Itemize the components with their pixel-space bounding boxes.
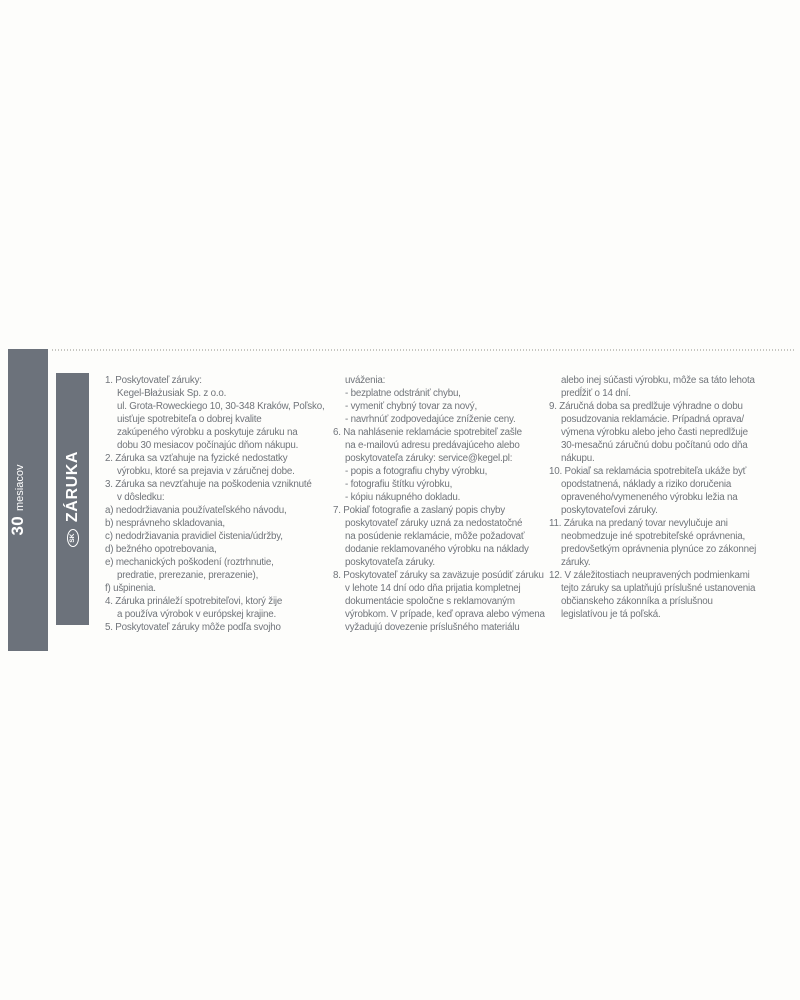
text-line: opraveného/vymeneného výrobku ležia na	[561, 492, 738, 503]
duration-unit: mesiacov	[14, 464, 26, 511]
text-line: 9. Záručná doba sa predlžuje výhradne o dobu	[549, 401, 743, 412]
text-line: poskytovateľa záruky: service@kegel.pl:	[345, 453, 513, 464]
text-line: 6. Na nahlásenie reklamácie spotrebiteľ zašle	[333, 427, 522, 438]
text-line: 30-mesačnú záručnú dobu počítanú odo dňa	[561, 440, 748, 451]
duration-bar	[8, 349, 48, 651]
warranty-column-3	[549, 374, 791, 621]
text-line: 11. Záruka na predaný tovar nevylučuje ani	[549, 518, 728, 529]
text-line: neobmedzuje iné spotrebiteľské oprávnenia,	[561, 531, 745, 542]
text-line: výrobkom. V prípade, keď oprava alebo výmena	[345, 609, 545, 620]
text-line: 4. Záruka prináleží spotrebiteľovi, ktorý žije	[105, 596, 283, 607]
warranty-column-1	[105, 374, 347, 634]
text-line: dobu 30 mesiacov počínajúc dňom nákupu.	[117, 440, 299, 451]
text-line: c) nedodržiavania pravidiel čistenia/údržby,	[105, 531, 283, 542]
text-line: - navrhnúť zodpovedajúce zníženie ceny.	[345, 414, 516, 425]
duration-bar-label	[8, 349, 48, 651]
text-line: uisťuje spotrebiteľa o dobrej kvalite	[117, 414, 262, 425]
text-line: predovšetkým oprávnenia plynúce zo zákonnej	[561, 544, 757, 555]
text-line: Kegel-Błażusiak Sp. z o.o.	[117, 388, 227, 399]
text-line: tejto záruky sa uplatňujú príslušné ustanovenia	[561, 583, 756, 594]
text-line: e) mechanických poškodení (roztrhnutie,	[105, 557, 274, 568]
text-line: nákupu.	[561, 453, 595, 464]
text-line: predratie, prerezanie, prerazenie),	[117, 570, 259, 581]
text-line: v dôsledku:	[117, 492, 165, 503]
text-line: f) ušpinenia.	[105, 583, 156, 594]
text-line: - vymeniť chybný tovar za nový,	[345, 401, 477, 412]
perforation-line	[52, 349, 796, 351]
text-line: ul. Grota-Roweckiego 10, 30-348 Kraków, Poľsko,	[117, 401, 325, 412]
text-line: - bezplatne odstrániť chybu,	[345, 388, 461, 399]
text-line: výmena výrobku alebo jeho časti nepredlžuje	[561, 427, 748, 438]
text-line: v lehote 14 dní odo dňa prijatia kompletnej	[345, 583, 521, 594]
text-line: - fotografiu štítku výrobku,	[345, 479, 453, 490]
text-line: zakúpeného výrobku a poskytuje záruku na	[117, 427, 298, 438]
text-line: dokumentácie spoločne s reklamovaným	[345, 596, 515, 607]
text-line: a používa výrobok v európskej krajine.	[117, 609, 277, 620]
text-line: d) bežného opotrebovania,	[105, 544, 217, 555]
text-line: predĺžiť o 14 dní.	[561, 388, 631, 399]
text-line: legislatívou je tá poľská.	[561, 609, 661, 620]
text-line: na e-mailovú adresu predávajúceho alebo	[345, 440, 520, 451]
text-line: 8. Poskytovateľ záruky sa zaväzuje posúdiť záruku	[333, 570, 544, 581]
text-line: a) nedodržiavania používateľského návodu,	[105, 505, 287, 516]
text-line: 12. V záležitostiach neupravených podmienkami	[549, 570, 750, 581]
text-line: 1. Poskytovateľ záruky:	[105, 375, 202, 386]
text-line: - popis a fotografiu chyby výrobku,	[345, 466, 488, 477]
text-line: - kópiu nákupného dokladu.	[345, 492, 461, 503]
text-line: vyžadujú dovezenie príslušného materiálu	[345, 622, 520, 633]
text-line: 2. Záruka sa vzťahuje na fyzické nedostatky	[105, 453, 288, 464]
text-line: opodstatnená, náklady a riziko doručenia	[561, 479, 732, 490]
text-line: záruky.	[561, 557, 591, 568]
duration-number: 30	[8, 515, 27, 536]
text-line: poskytovateľa záruky.	[345, 557, 435, 568]
text-line: b) nesprávneho skladovania,	[105, 518, 225, 529]
text-line: 3. Záruka sa nevzťahuje na poškodenia vzniknuté	[105, 479, 312, 490]
text-line: uváženia:	[345, 375, 386, 386]
warranty-title-label	[56, 373, 89, 625]
text-line: výrobku, ktoré sa prejavia v záručnej dobe.	[117, 466, 295, 477]
text-line: poskytovateľ záruky uzná za nedostatočné	[345, 518, 523, 529]
warranty-title-bar	[56, 373, 89, 625]
warranty-title: ZÁRUKA	[63, 450, 81, 523]
text-line: občianskeho zákonníka a príslušnou	[561, 596, 713, 607]
warranty-column-2	[333, 374, 575, 634]
text-line: 10. Pokiaľ sa reklamácia spotrebiteľa ukáže byť	[549, 466, 747, 477]
text-line: dodanie reklamovaného výrobku na náklady	[345, 544, 529, 555]
sk-language-badge-icon: SK	[67, 529, 79, 547]
text-line: poskytovateľovi záruky.	[561, 505, 658, 516]
text-line: 5. Poskytovateľ záruky môže podľa svojho	[105, 622, 281, 633]
text-line: na posúdenie reklamácie, môže požadovať	[345, 531, 525, 542]
text-line: posudzovania reklamácie. Prípadná oprava/	[561, 414, 744, 425]
text-line: 7. Pokiaľ fotografie a zaslaný popis chyby	[333, 505, 505, 516]
text-line: alebo inej súčasti výrobku, môže sa táto lehota	[561, 375, 755, 386]
